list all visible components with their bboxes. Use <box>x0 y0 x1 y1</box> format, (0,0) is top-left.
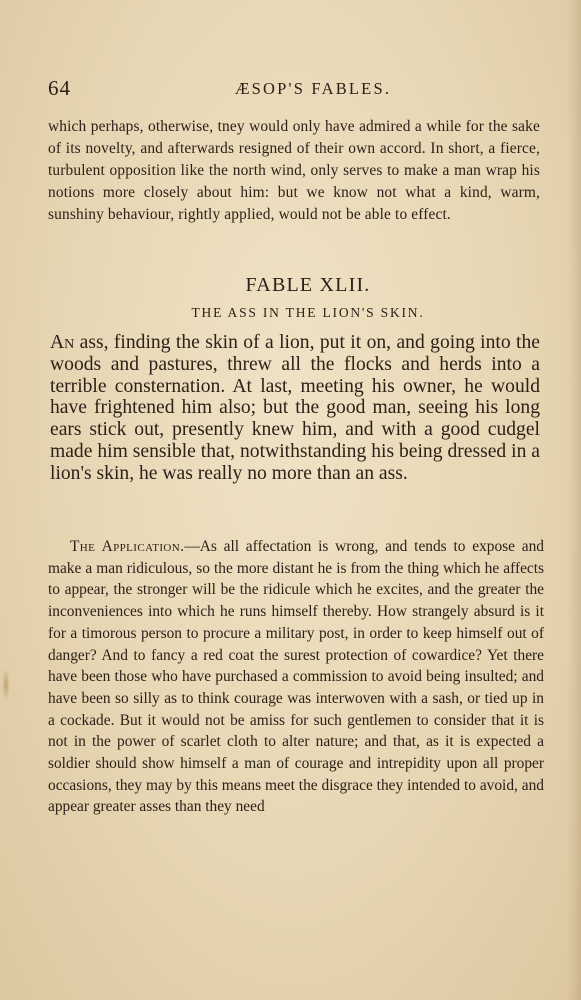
fable-text <box>50 332 540 485</box>
application-paragraph <box>48 536 544 818</box>
fable-title: FABLE XLII. <box>245 274 371 296</box>
page-header <box>48 76 538 98</box>
intro-paragraph: which perhaps, otherwise, tney would only have admired a while for the sake of its novelty, and afterwards resigned of their own accord. In short, a fierce, turbulent opposition like the north wind, only serves to make a man wrap his notions more closely about him: but we know not what a kind, warm, sunshiny behaviour, rightly applied, would not be able to effect. <box>48 118 540 223</box>
application-heading: The Application. <box>70 538 185 555</box>
fable-lead-word: An <box>50 332 75 353</box>
running-title: ÆSOP'S FABLES. <box>234 79 392 98</box>
application-body-text: —As all affectation is wrong, and tends to expose and make a man ridiculous, so the more distant he is from the thing which he affects to appear, the stronger will be the ridicule which he excites, and the greater the inconveniences into which he runs himself thereby. How strangely absurd is it for a timorous person to procure a military post, in order to keep himself out of danger? And to fancy a red coat the surest protection of cowardice? Yet there have been those who have purchased a commission to avoid being insulted; and have been so silly as to think courage was interwoven with a sash, or tied up in a cockade. But it would not be amiss for such gentlemen to consider that it is not in the power of scarlet cloth to alter nature; and that, as it is expected a soldier should show himself a man of courage and intrepidity upon all proper occasions, they may by this means meet the disgrace they intended to avoid, and appear greater asses than they need <box>48 538 544 816</box>
fable-body-text: ass, finding the skin of a lion, put it on, and going into the woods and pastures, threw all the flocks and herds into a terrible consternation. At last, meeting his owner, he would have frightened him also; but the good man, seeing his long ears stick out, presently knew him, and with a good cudgel made him sensible that, notwithstanding his being dressed in a lion's skin, he was really no more than an ass. <box>50 332 540 484</box>
fable-subtitle: THE ASS IN THE LION'S SKIN. <box>191 305 425 320</box>
paper-stain <box>2 668 10 702</box>
page-number: 64 <box>48 76 71 100</box>
